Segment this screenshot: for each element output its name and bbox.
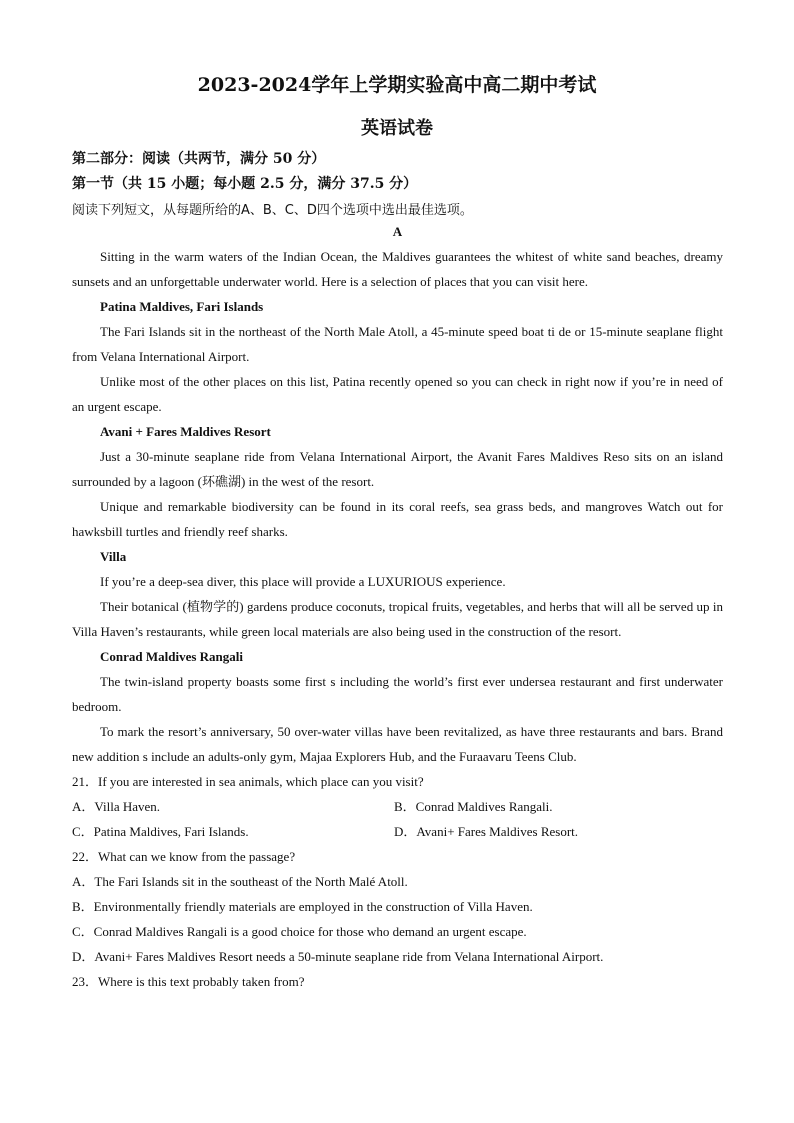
option-c: C．Patina Maldives, Fari Islands.	[72, 824, 249, 839]
place-paragraph: The twin-island property boasts some first s including the world’s first ever undersea restaurant and first underwater bedroom.	[72, 674, 723, 714]
place-paragraph: To mark the resort’s anniversary, 50 over-water villas have been revitalized, as have three restaurants and bars. Brand new addition s include an adults-only gym, Majaa Explorers Hub, and the Furaavaru Teens Club.	[72, 724, 723, 764]
option-a: A．The Fari Islands sit in the southeast of the North Malé Atoll.	[72, 874, 408, 889]
passage	[72, 219, 723, 994]
option-d: D．Avani+ Fares Maldives Resort needs a 50-minute seaplane ride from Velana International Airport.	[72, 949, 604, 964]
option-b: B．Environmentally friendly materials are employed in the construction of Villa Haven.	[72, 899, 533, 914]
place-paragraph: Just a 30-minute seaplane ride from Velana International Airport, the Avanit Fares Maldives Reso sits on an island surrounded by a lagoon (环礁湖) in the west of the resort.	[72, 449, 723, 489]
place-heading: Villa	[100, 549, 127, 564]
question-stem: 21．If you are interested in sea animals, which place can you visit?	[72, 774, 424, 789]
place-paragraph: Unlike most of the other places on this list, Patina recently opened so you can check in right now if you’re in need of an urgent escape.	[72, 374, 723, 414]
option-d: D．Avani+ Fares Maldives Resort.	[394, 824, 579, 839]
option-c: C．Conrad Maldives Rangali is a good choice for those who demand an urgent escape.	[72, 924, 527, 939]
place-paragraph: Their botanical (植物学的) gardens produce coconuts, tropical fruits, vegetables, and herbs that will all be served up in Villa Haven’s restaurants, while green local materials are also being used in the construction of the resort.	[72, 599, 723, 639]
section-heading: 第一节（共 15 小题；每小题 2.5 分，满分 37.5 分）	[72, 176, 418, 192]
part-heading: 第二部分：阅读（共两节，满分 50 分）	[72, 151, 326, 167]
place-heading: Avani + Fares Maldives Resort	[100, 424, 271, 439]
option-b: B．Conrad Maldives Rangali.	[394, 799, 553, 814]
place-heading: Patina Maldives, Fari Islands	[100, 299, 264, 314]
place-paragraph: The Fari Islands sit in the northeast of the North Male Atoll, a 45-minute speed boat ti de or 15-minute seaplane flight from Velana International Airport.	[72, 324, 723, 364]
place-paragraph: If you’re a deep-sea diver, this place will provide a LUXURIOUS experience.	[100, 574, 506, 589]
passage-label: A	[392, 224, 403, 239]
question-stem: 22．What can we know from the passage?	[72, 849, 296, 864]
option-a: A．Villa Haven.	[72, 799, 161, 814]
passage-intro: Sitting in the warm waters of the Indian Ocean, the Maldives guarantees the whitest of white sand beaches, dreamy sunsets and an unforgettable underwater world. Here is a selection of places that you can visit here.	[72, 249, 723, 289]
options-row	[72, 819, 723, 844]
exam-title: 2023-2024学年上学期实验高中高二期中考试	[197, 74, 597, 96]
exam-subtitle: 英语试卷	[361, 118, 433, 139]
place-paragraph: Unique and remarkable biodiversity can be found in its coral reefs, sea grass beds, and mangroves Watch out for hawksbill turtles and friendly reef sharks.	[72, 499, 723, 539]
question-stem: 23．Where is this text probably taken from?	[72, 974, 305, 989]
place-heading: Conrad Maldives Rangali	[100, 649, 244, 664]
instruction: 阅读下列短文，从每题所给的A、B、C、D四个选项中选出最佳选项。	[72, 203, 473, 218]
options-row	[72, 794, 723, 819]
